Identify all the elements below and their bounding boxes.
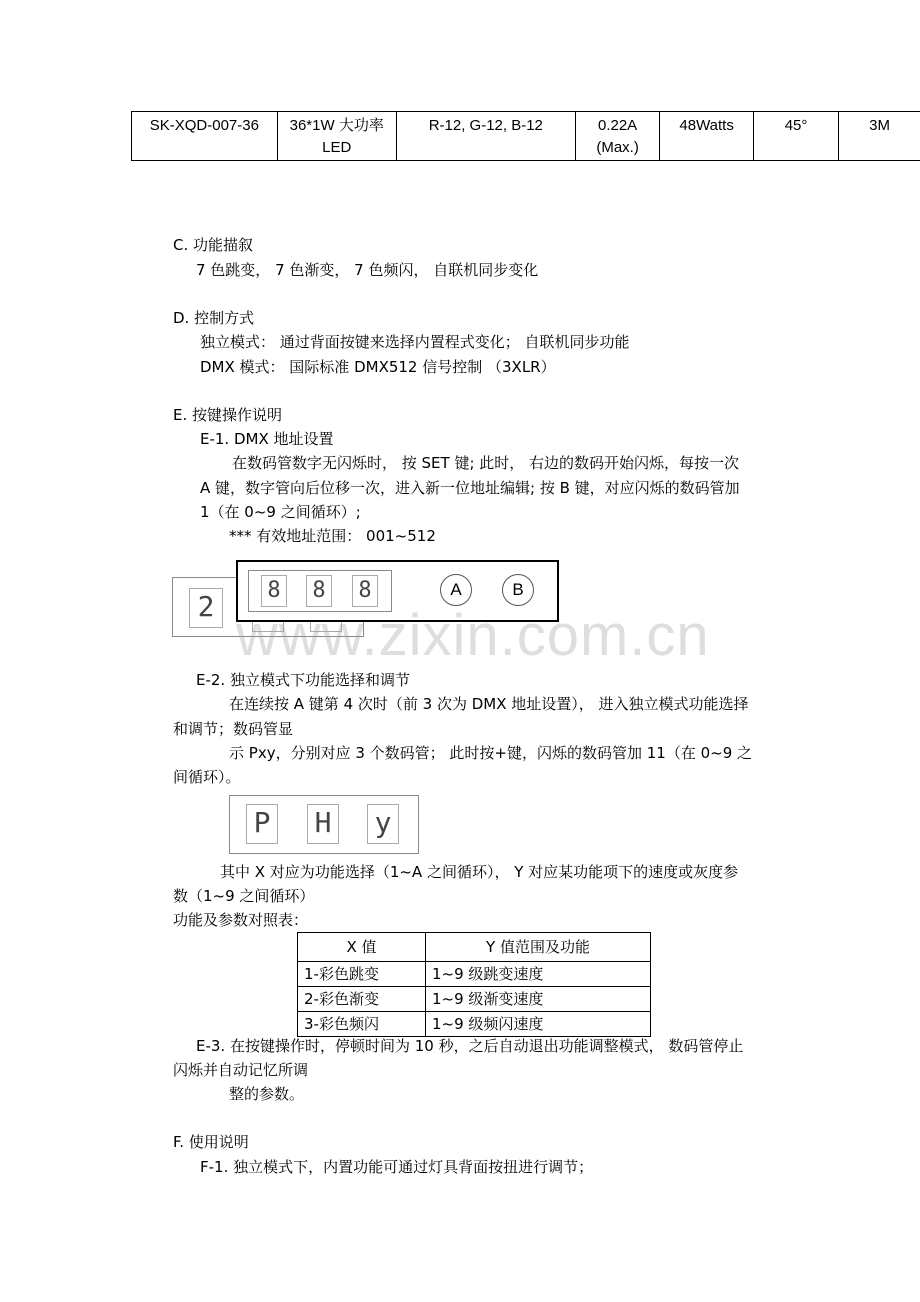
xy-line1: 其中 X 对应为功能选择（1~A 之间循环）， Y 对应某功能项下的速度或灰度参 [220, 863, 739, 881]
table-cell: 3-彩色频闪 [298, 1012, 426, 1037]
e1-range: *** 有效地址范围： 001~512 [229, 527, 436, 545]
table-row [298, 1012, 651, 1037]
table-cell: 1-彩色跳变 [298, 962, 426, 987]
e2-line4: 间循环）。 [173, 768, 241, 786]
section-d-line2: DMX 模式： 国际标准 DMX512 信号控制 （3XLR） [200, 358, 556, 376]
table-caption: 功能及参数对照表： [173, 911, 309, 929]
xy-line2: 数（1~9 之间循环） [173, 887, 315, 905]
table-cell: 1~9 级渐变速度 [426, 987, 651, 1012]
digit-display: 8 [352, 575, 378, 607]
column-header: X 值 [298, 933, 426, 962]
table-row [132, 112, 920, 161]
digit-display: P [246, 804, 278, 844]
color-cell: R-12, G-12, B-12 [396, 112, 575, 161]
power-cell: 48Watts [660, 112, 754, 161]
e2-line2: 和调节；数码管显 [173, 720, 294, 738]
section-c-title: C. 功能描叙 [173, 236, 254, 254]
button-a: A [440, 574, 472, 606]
digit-display: y [367, 804, 399, 844]
column-header: Y 值范围及功能 [426, 933, 651, 962]
digit-display: H [307, 804, 339, 844]
button-b: B [502, 574, 534, 606]
section-d-title: D. 控制方式 [173, 309, 255, 327]
digit-display: 2 [189, 588, 223, 628]
e1-line3: 1（在 0~9 之间循环）; [200, 503, 361, 521]
led-cell: 36*1W 大功率 LED [277, 112, 396, 161]
param-table [297, 932, 651, 1037]
e1-line1: 在数码管数字无闪烁时， 按 SET 键; 此时， 右边的数码开始闪烁，每按一次 [232, 454, 740, 472]
e2-line1: 在连续按 A 键第 4 次时（前 3 次为 DMX 地址设置）， 进入独立模式功能选择 [229, 695, 749, 713]
e3-line1: E-3. 在按键操作时，停顿时间为 10 秒，之后自动退出功能调整模式， 数码管停止 [196, 1037, 744, 1055]
watermark: www.zixin.com.cn [236, 603, 710, 668]
e3-line2: 闪烁并自动记忆所调 [173, 1061, 309, 1079]
table-cell: 2-彩色渐变 [298, 987, 426, 1012]
section-e-title: E. 按键操作说明 [173, 406, 283, 424]
e2-title: E-2. 独立模式下功能选择和调节 [196, 671, 410, 689]
e3-line3: 整的参数。 [229, 1085, 305, 1103]
length-cell: 3M [839, 112, 920, 161]
digit-display: 8 [306, 575, 332, 607]
table-cell: 1~9 级跳变速度 [426, 962, 651, 987]
e2-line3: 示 Pxy，分别对应 3 个数码管； 此时按+键，闪烁的数码管加 11（在 0~9 之 [229, 744, 753, 762]
table-row [298, 987, 651, 1012]
e1-title: E-1. DMX 地址设置 [200, 430, 334, 448]
current-cell: 0.22A (Max.) [575, 112, 660, 161]
f1-line: F-1. 独立模式下，内置功能可通过灯具背面按扭进行调节； [200, 1158, 594, 1176]
section-d-line1: 独立模式： 通过背面按键来选择内置程式变化； 自联机同步功能 [200, 333, 630, 351]
table-cell: 1~9 级频闪速度 [426, 1012, 651, 1037]
table-header-row [298, 933, 651, 962]
digit-display: 8 [261, 575, 287, 607]
table-row [298, 962, 651, 987]
spec-table [131, 111, 920, 161]
e1-line2: A 键，数字管向后位移一次，进入新一位地址编辑; 按 B 键，对应闪烁的数码管加 [200, 479, 740, 497]
model-cell: SK-XQD-007-36 [132, 112, 278, 161]
section-f-title: F. 使用说明 [173, 1133, 249, 1151]
angle-cell: 45° [753, 112, 838, 161]
section-c-body: 7 色跳变， 7 色渐变， 7 色频闪， 自联机同步变化 [196, 261, 539, 279]
